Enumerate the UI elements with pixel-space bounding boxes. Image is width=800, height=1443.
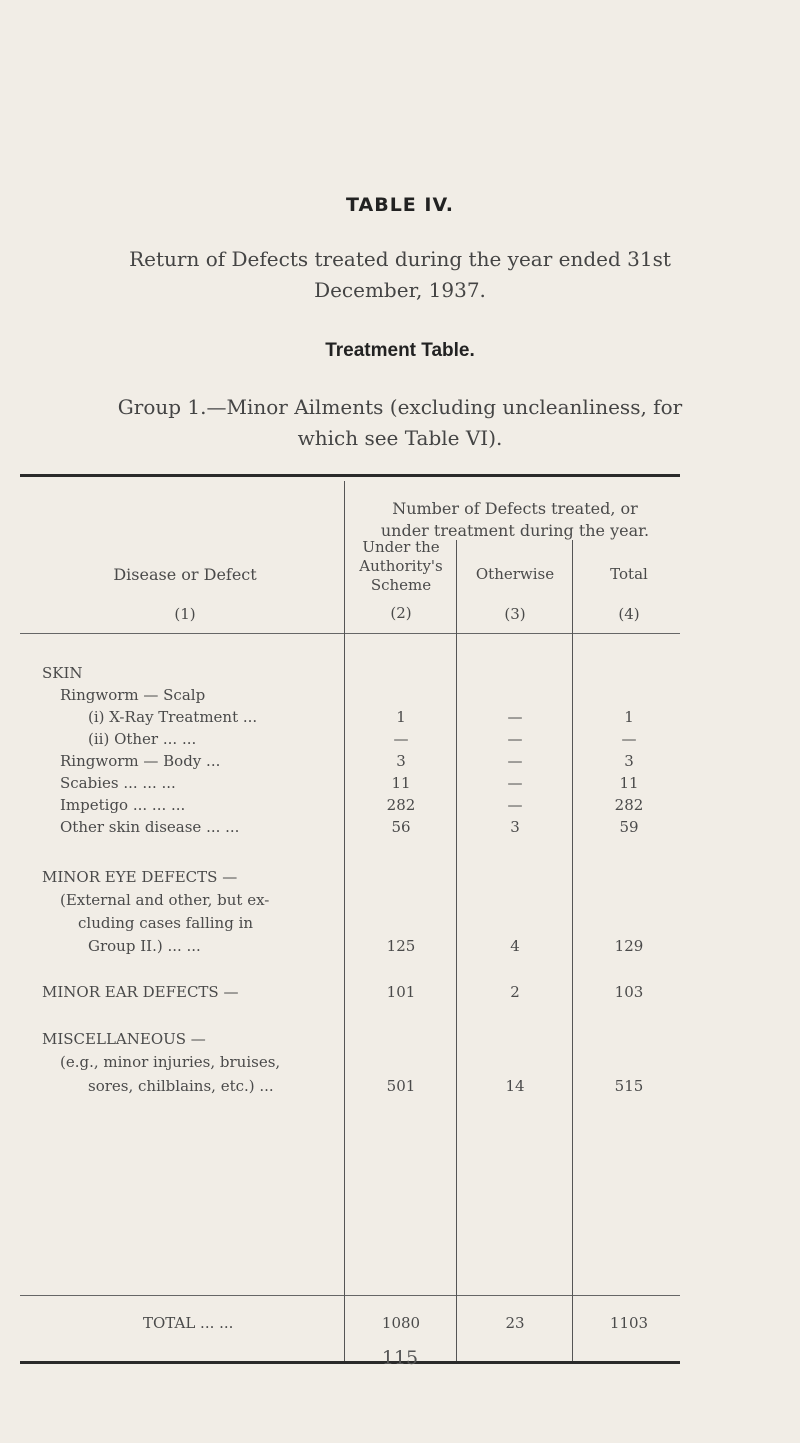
row-authority-value: 282 bbox=[386, 796, 416, 814]
column-divider-2 bbox=[456, 540, 457, 1361]
row-label: (e.g., minor injuries, bruises, bbox=[60, 1053, 281, 1071]
treatment-table-title: Treatment Table. bbox=[325, 340, 475, 361]
return-description-line-1: Return of Defects treated during the year ended 31st bbox=[129, 247, 671, 271]
row-otherwise-value: — bbox=[507, 752, 523, 770]
col-authority-number: (2) bbox=[390, 604, 412, 622]
row-otherwise-value: — bbox=[507, 730, 523, 748]
group-description-line-2: which see Table VI). bbox=[297, 426, 503, 450]
total-label: TOTAL ... ... bbox=[143, 1314, 234, 1332]
col-authority-header-line-2: Authority's bbox=[359, 557, 443, 575]
total-top-rule bbox=[20, 1295, 680, 1296]
total-authority-value: 1080 bbox=[381, 1314, 421, 1332]
return-description-line-2: December, 1937. bbox=[314, 278, 486, 302]
row-total-value: 515 bbox=[614, 1077, 644, 1095]
row-label: SKIN bbox=[42, 664, 83, 682]
row-label: Ringworm — Scalp bbox=[60, 686, 206, 704]
row-label: Ringworm — Body ... bbox=[60, 752, 221, 770]
row-total-value: 129 bbox=[614, 937, 644, 955]
row-authority-value: 501 bbox=[386, 1077, 416, 1095]
row-label: MINOR EYE DEFECTS — bbox=[42, 868, 238, 886]
row-otherwise-value: — bbox=[507, 796, 523, 814]
row-authority-value: 125 bbox=[386, 937, 416, 955]
total-total-value: 1103 bbox=[609, 1314, 649, 1332]
row-otherwise-value: 2 bbox=[510, 983, 520, 1001]
row-label: cluding cases falling in bbox=[78, 914, 254, 932]
row-label: MINOR EAR DEFECTS — bbox=[42, 983, 239, 1001]
group-description-line-1: Group 1.—Minor Ailments (excluding uncleanliness, for bbox=[117, 395, 683, 419]
table-top-rule bbox=[20, 474, 680, 477]
row-label: (i) X-Ray Treatment ... bbox=[88, 708, 258, 726]
row-label: sores, chilblains, etc.) ... bbox=[88, 1077, 274, 1095]
row-label: (ii) Other ... ... bbox=[88, 730, 197, 748]
row-authority-value: 1 bbox=[396, 708, 406, 726]
return-description bbox=[80, 244, 720, 306]
row-otherwise-value: 4 bbox=[510, 937, 520, 955]
row-authority-value: 11 bbox=[391, 774, 411, 792]
row-label: (External and other, but ex- bbox=[60, 891, 270, 909]
row-label: Impetigo ... ... ... bbox=[60, 796, 186, 814]
col-authority-header-line-1: Under the bbox=[362, 538, 440, 556]
col-total-header: Total bbox=[610, 565, 648, 583]
row-total-value: 59 bbox=[619, 818, 639, 836]
row-otherwise-value: 14 bbox=[505, 1077, 525, 1095]
row-total-value: 282 bbox=[614, 796, 644, 814]
col-authority-header-line-3: Scheme bbox=[370, 576, 432, 594]
spanning-header-line-1: Number of Defects treated, or bbox=[392, 499, 638, 518]
col-disease-header: Disease or Defect bbox=[113, 565, 257, 584]
spanning-header bbox=[348, 498, 682, 542]
row-otherwise-value: — bbox=[507, 708, 523, 726]
col-otherwise-header: Otherwise bbox=[475, 565, 555, 583]
column-divider-1 bbox=[344, 481, 345, 1361]
row-authority-value: — bbox=[393, 730, 409, 748]
row-otherwise-value: — bbox=[507, 774, 523, 792]
row-label: Scabies ... ... ... bbox=[60, 774, 176, 792]
row-authority-value: 3 bbox=[396, 752, 406, 770]
row-total-value: 3 bbox=[624, 752, 634, 770]
table-title: TABLE IV. bbox=[346, 194, 454, 216]
group-description bbox=[60, 392, 740, 454]
row-label: Group II.) ... ... bbox=[88, 937, 201, 955]
page-number: 115 bbox=[381, 1347, 419, 1369]
col-total-number: (4) bbox=[618, 605, 640, 623]
spanning-header-line-2: under treatment during the year. bbox=[380, 521, 650, 540]
col-disease-number: (1) bbox=[174, 605, 196, 623]
col-otherwise-number: (3) bbox=[504, 605, 526, 623]
row-label: MISCELLANEOUS — bbox=[42, 1030, 206, 1048]
row-total-value: 1 bbox=[624, 708, 634, 726]
row-total-value: — bbox=[621, 730, 637, 748]
header-bottom-rule bbox=[20, 633, 680, 634]
row-authority-value: 101 bbox=[386, 983, 416, 1001]
row-total-value: 11 bbox=[619, 774, 639, 792]
row-authority-value: 56 bbox=[391, 818, 411, 836]
column-divider-3 bbox=[572, 540, 573, 1361]
total-otherwise-value: 23 bbox=[505, 1314, 525, 1332]
row-label: Other skin disease ... ... bbox=[60, 818, 240, 836]
col-authority-header bbox=[346, 538, 456, 595]
row-otherwise-value: 3 bbox=[510, 818, 520, 836]
row-total-value: 103 bbox=[614, 983, 644, 1001]
